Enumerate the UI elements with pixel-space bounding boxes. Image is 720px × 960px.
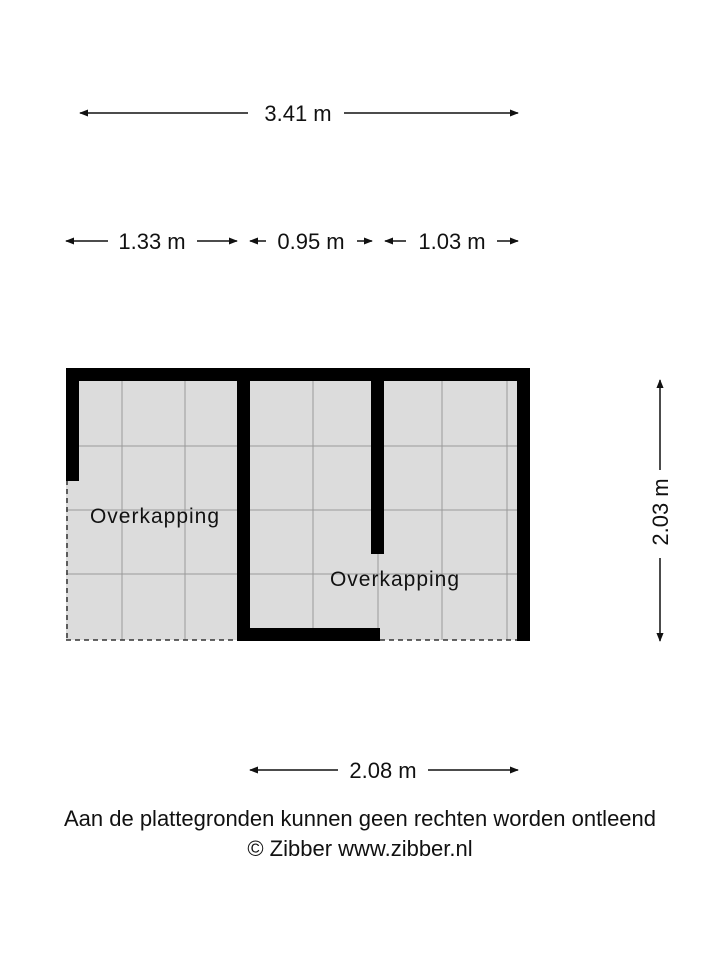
wall-left [66,368,79,481]
wall-middle [237,368,250,641]
room-label-left: Overkapping [89,505,221,528]
dimension-label-height: 2.03 m [648,478,673,546]
dimension-label-segment-3: 1.03 m [418,229,486,254]
copyright-text: © Zibber www.zibber.nl [247,836,473,861]
dimension-label-segment-1: 1.33 m [118,229,186,254]
disclaimer-text: Aan de plattegronden kunnen geen rechten worden ontleend [63,806,657,831]
dimension-label-bottom-width: 2.08 m [349,758,417,783]
dimension-label-segment-2: 0.95 m [277,229,345,254]
floor-area [66,368,529,640]
room-label-right: Overkapping [329,568,461,591]
wall-right [517,368,530,641]
wall-bottom-middle [237,628,380,641]
dimension-label-overall-width: 3.41 m [264,101,332,126]
wall-stub [371,368,384,554]
wall-top [66,368,529,381]
